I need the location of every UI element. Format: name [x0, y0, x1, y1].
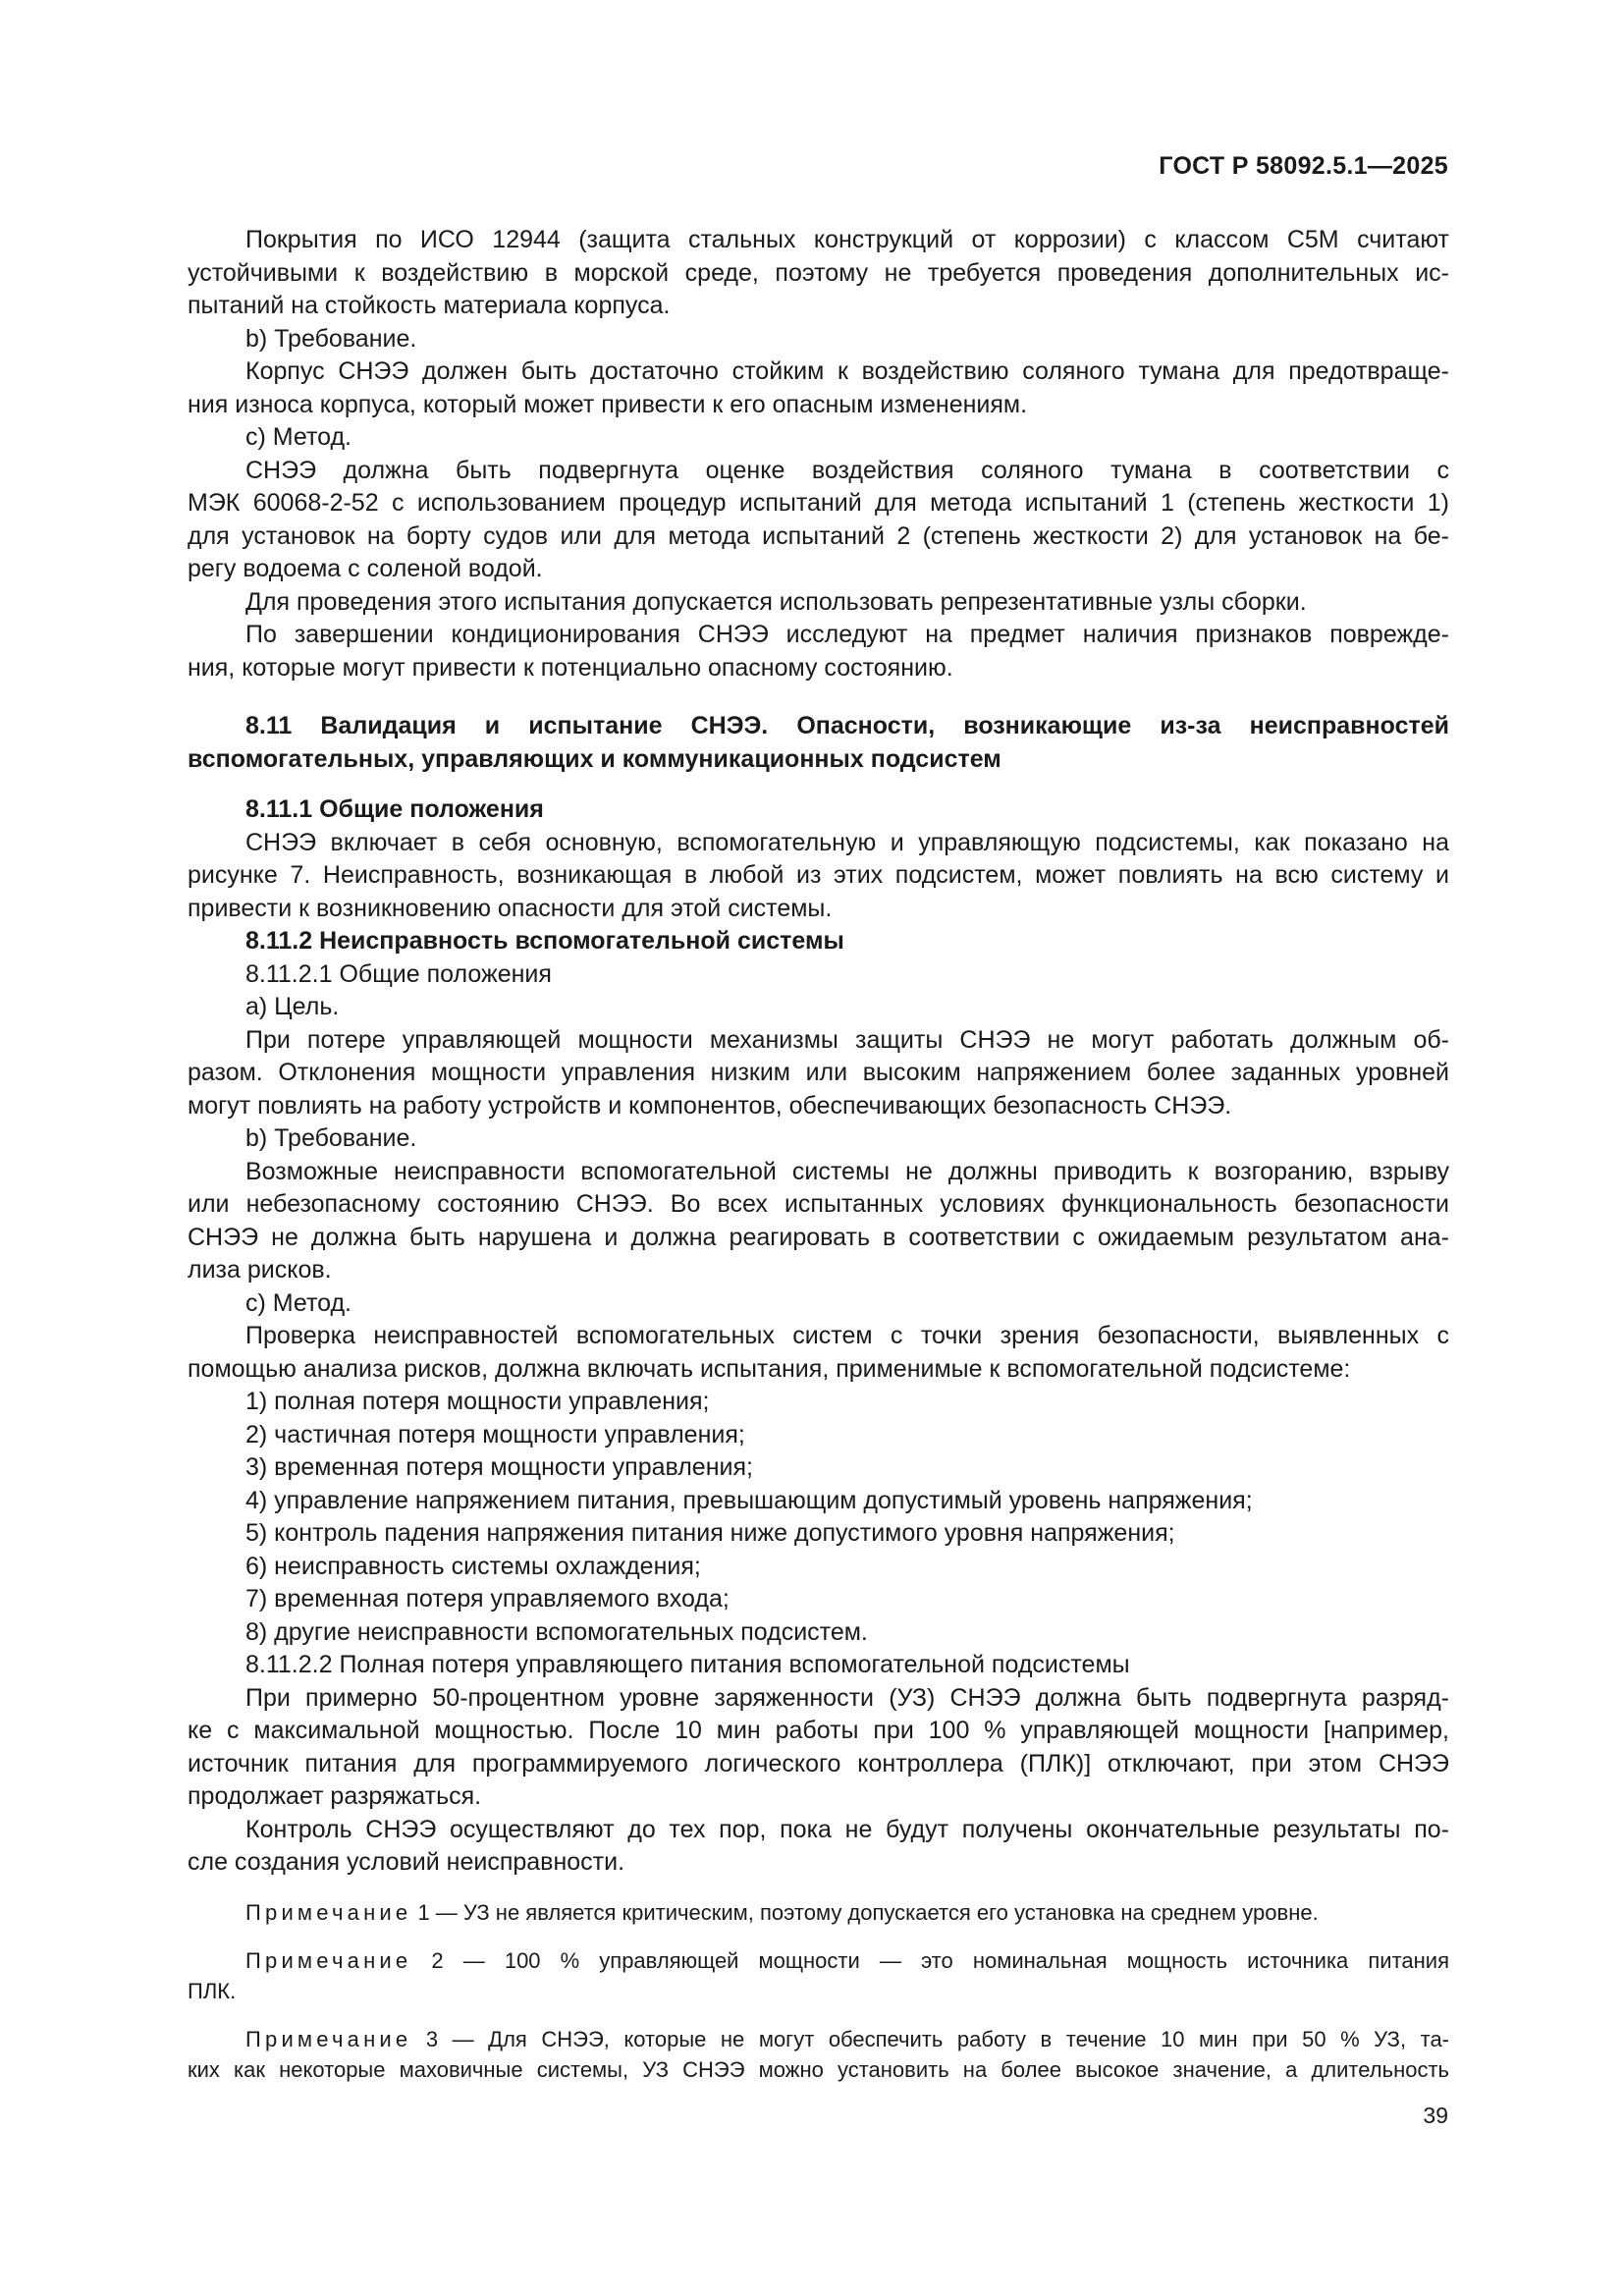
text-line: 8) другие неисправности вспомогательных подсистем.	[245, 1617, 868, 1646]
text-line: Корпус СНЭЭ должен быть достаточно стойким к воздействию соляного тумана для предотвраще-	[245, 357, 1449, 385]
notes-section	[188, 1897, 1449, 2085]
text-line: b) Требование.	[245, 324, 417, 353]
text-line: СНЭЭ не должна быть нарушена и должна реагировать в соответствии с ожидаемым результатом ана-	[188, 1223, 1449, 1251]
paragraph	[188, 586, 1449, 620]
standard-header: ГОСТ Р 58092.5.1—2025	[1159, 152, 1448, 180]
text-line: a) Цель.	[245, 993, 340, 1020]
document-body	[188, 224, 1449, 2085]
text-line: c) Метод.	[245, 1288, 352, 1317]
note-text: 3 — Для СНЭЭ, которые не могут обеспечить работу в течение 10 мин при 50 % УЗ, та-	[411, 2026, 1449, 2051]
list-item	[188, 1616, 1449, 1650]
list-item	[188, 1551, 1449, 1584]
paragraph	[188, 355, 1449, 421]
list-item	[188, 1419, 1449, 1452]
paragraph	[188, 619, 1449, 684]
note-label: Примечание	[245, 1899, 412, 1925]
note-text: 2 — 100 % управляющей мощности — это номинальная мощность источника питания	[411, 1947, 1449, 1973]
text-line: b) Требование.	[245, 1124, 417, 1152]
paragraph	[188, 958, 1449, 992]
note-text: ПЛК.	[188, 1978, 237, 2003]
text-line: источник питания для программируемого логического контроллера (ПЛК)] отключают, при этом СНЭЭ	[188, 1749, 1449, 1777]
text-line: устойчивыми к воздействию в морской среде, поэтому не требуется проведения дополнительных ис-	[188, 258, 1449, 287]
text-line: 3) временная потеря мощности управления;	[245, 1453, 753, 1481]
list-item	[188, 1386, 1449, 1419]
section-heading	[188, 793, 1449, 827]
list-item	[188, 1583, 1449, 1616]
paragraph	[188, 224, 1449, 323]
note-first-line	[188, 1897, 1449, 1928]
text-line: могут повлиять на работу устройств и компонентов, обеспечивающих безопасность СНЭЭ.	[188, 1091, 1232, 1120]
note-text: ких как некоторые маховичные системы, УЗ СНЭЭ можно установить на более высокое значение, а длительность	[188, 2056, 1449, 2082]
text-line: Для проведения этого испытания допускается использовать репрезентативные узлы сборки.	[245, 587, 1307, 616]
text-line: 6) неисправность системы охлаждения;	[245, 1552, 701, 1580]
text-line: 5) контроль падения напряжения питания ниже допустимого уровня напряжения;	[245, 1519, 1175, 1547]
text-line: 8.11 Валидация и испытание СНЭЭ. Опасности, возникающие из-за неисправностей	[245, 712, 1449, 739]
text-line: регу водоема с соленой водой.	[188, 555, 543, 582]
text-line: 4) управление напряжением питания, превышающим допустимый уровень напряжения;	[245, 1486, 1253, 1514]
paragraph	[188, 421, 1449, 455]
list-item	[188, 1451, 1449, 1485]
text-line: или небезопасному состоянию СНЭЭ. Во всех испытанных условиях функциональность безопасности	[188, 1190, 1449, 1218]
text-line: Покрытия по ИСО 12944 (защита стальных конструкций от коррозии) с классом С5М считают	[245, 226, 1449, 253]
section-heading	[188, 925, 1449, 958]
paragraph	[188, 1814, 1449, 1880]
text-line: вспомогательных, управляющих и коммуникационных подсистем	[188, 744, 1001, 773]
text-line: привести к возникновению опасности для этой системы.	[188, 894, 833, 922]
paragraph	[188, 1287, 1449, 1321]
paragraph	[188, 1024, 1449, 1123]
text-line: для установок на борту судов или для метода испытаний 2 (степень жесткости 2) для установок на бе-	[188, 521, 1449, 550]
text-line: Контроль СНЭЭ осуществляют до тех пор, пока не будут получены окончательные результаты по-	[245, 1815, 1449, 1843]
paragraph	[188, 991, 1449, 1024]
text-line: При примерно 50-процентном уровне заряженности (УЗ) СНЭЭ должна быть подвергнута разряд-	[245, 1683, 1449, 1712]
paragraph	[188, 1156, 1449, 1287]
text-line: Возможные неисправности вспомогательной системы не должны приводить к возгоранию, взрыву	[245, 1157, 1449, 1185]
paragraph	[188, 323, 1449, 356]
text-line: МЭК 60068-2-52 с использованием процедур испытаний для метода испытаний 1 (степень жесткости 1)	[188, 489, 1449, 517]
note	[188, 1897, 1449, 1928]
text-line: пытаний на стойкость материала корпуса.	[188, 292, 671, 319]
text-line: При потере управляющей мощности механизмы защиты СНЭЭ не могут работать должным об-	[245, 1025, 1449, 1054]
note-label: Примечание	[245, 1947, 412, 1973]
text-line: c) Метод.	[245, 423, 352, 451]
note-first-line	[188, 2024, 1449, 2054]
paragraph	[188, 827, 1449, 926]
text-line: 8.11.1 Общие положения	[245, 795, 544, 823]
text-line: 8.11.2.2 Полная потеря управляющего питания вспомогательной подсистемы	[245, 1651, 1130, 1678]
note	[188, 1945, 1449, 2006]
text-line: помощью анализа рисков, должна включать испытания, применимые к вспомогательной подсистеме:	[188, 1354, 1351, 1383]
text-line: ния износа корпуса, который может привести к его опасным изменениям.	[188, 390, 1028, 418]
paragraph	[188, 455, 1449, 586]
text-line: СНЭЭ включает в себя основную, вспомогательную и управляющую подсистемы, как показано на	[245, 828, 1449, 856]
list-item	[188, 1485, 1449, 1518]
text-line: разом. Отклонения мощности управления низким или высоким напряжением более заданных уровней	[188, 1059, 1449, 1086]
text-line: ке с максимальной мощностью. После 10 мин работы при 100 % управляющей мощности [например,	[188, 1717, 1449, 1744]
paragraph	[188, 1122, 1449, 1156]
text-line: 1) полная потеря мощности управления;	[245, 1388, 710, 1415]
note-label: Примечание	[245, 2026, 412, 2051]
paragraph	[188, 1649, 1449, 1682]
text-line: ния, которые могут привести к потенциально опасному состоянию.	[188, 653, 953, 682]
text-line: СНЭЭ должна быть подвергнута оценке воздействия соляного тумана в соответствии с	[245, 456, 1449, 484]
paragraph	[188, 1682, 1449, 1814]
note	[188, 2024, 1449, 2085]
text-line: 2) частичная потеря мощности управления;	[245, 1420, 745, 1449]
note-text: 1 — УЗ не является критическим, поэтому допускается его установка на среднем уровне.	[411, 1899, 1319, 1925]
text-line: Проверка неисправностей вспомогательных систем с точки зрения безопасности, выявленных с	[245, 1322, 1449, 1349]
section-heading	[188, 710, 1449, 776]
text-line: 8.11.2 Неисправность вспомогательной системы	[245, 927, 844, 955]
page-number: 39	[1423, 2103, 1448, 2128]
text-line: 8.11.2.1 Общие положения	[245, 959, 552, 988]
text-line: рисунке 7. Неисправность, возникающая в любой из этих подсистем, может повлиять на всю систему и	[188, 861, 1449, 889]
paragraph	[188, 1320, 1449, 1386]
text-line: продолжает разряжаться.	[188, 1782, 482, 1810]
text-line: По завершении кондиционирования СНЭЭ исследуют на предмет наличия признаков поврежде-	[245, 621, 1449, 648]
text-line: сле создания условий неисправности.	[188, 1848, 625, 1876]
text-line: лиза рисков.	[188, 1256, 332, 1284]
note-first-line	[188, 1945, 1449, 1976]
text-line: 7) временная потеря управляемого входа;	[245, 1585, 730, 1613]
list-item	[188, 1517, 1449, 1551]
